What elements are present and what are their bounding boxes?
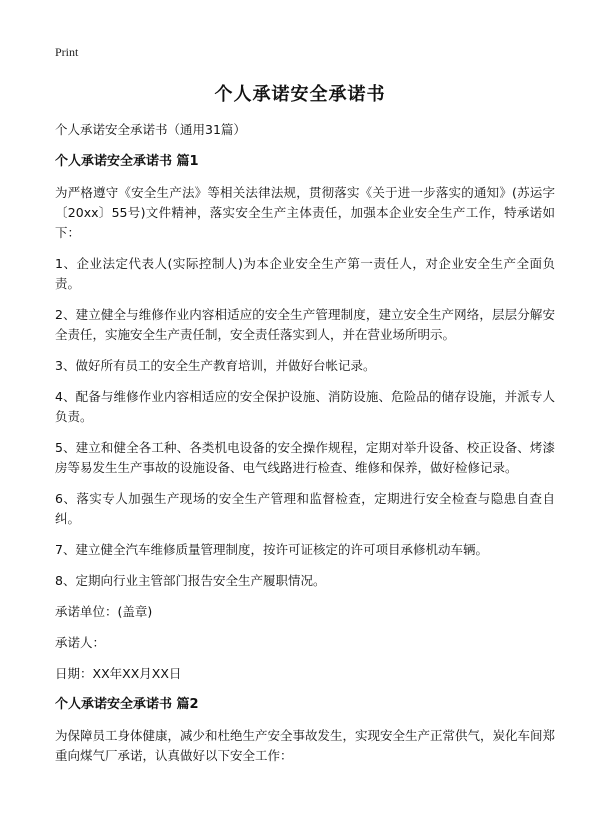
list-item: 1、企业法定代表人(实际控制人)为本企业安全生产第一责任人，对企业安全生产全面负责。 xyxy=(55,256,555,291)
print-link[interactable]: Print xyxy=(55,45,79,59)
list-item: 3、做好所有员工的安全生产教育培训，并做好台帐记录。 xyxy=(55,358,376,373)
commitment-person: 承诺人： xyxy=(55,635,106,650)
document-body xyxy=(55,120,555,777)
list-item: 2、建立健全与维修作业内容相适应的安全生产管理制度，建立安全生产网络，层层分解安全责任，实施安全生产责任制，安全责任落实到人，并在营业场所明示。 xyxy=(55,307,555,342)
section-2-heading: 个人承诺安全承诺书 篇2 xyxy=(55,697,199,712)
document-title: 个人承诺安全承诺书 xyxy=(214,84,386,105)
section-1-intro: 为严格遵守《安全生产法》等相关法律法规，贯彻落实《关于进一步落实的通知》(苏运字〔20xx〕55号)文件精神，落实安全生产主体责任，加强本企业安全生产工作，特承诺如下： xyxy=(55,185,555,240)
section-1-heading: 个人承诺安全承诺书 篇1 xyxy=(55,154,199,169)
section-2-intro: 为保障员工身体健康，减少和杜绝生产安全事故发生，实现安全生产正常供气，炭化车间郑重向煤气厂承诺，认真做好以下安全工作： xyxy=(55,728,556,763)
list-item: 6、落实专人加强生产现场的安全生产管理和监督检查，定期进行安全检查与隐患自查自纠。 xyxy=(55,491,555,526)
list-item: 5、建立和健全各工种、各类机电设备的安全操作规程，定期对举升设备、校正设备、烤漆房等易发生生产事故的设施设备、电气线路进行检查、维修和保养，做好检修记录。 xyxy=(55,440,555,475)
commitment-unit: 承诺单位：(盖章) xyxy=(55,604,153,619)
commitment-date: 日期：XX年XX月XX日 xyxy=(55,666,182,681)
document-subtitle: 个人承诺安全承诺书（通用31篇） xyxy=(55,122,246,137)
list-item: 7、建立健全汽车维修质量管理制度，按许可证核定的许可项目承修机动车辆。 xyxy=(55,542,488,557)
list-item: 8、定期向行业主管部门报告安全生产履职情况。 xyxy=(55,573,326,588)
list-item: 4、配备与维修作业内容相适应的安全保护设施、消防设施、危险品的储存设施，并派专人负责。 xyxy=(55,389,555,424)
